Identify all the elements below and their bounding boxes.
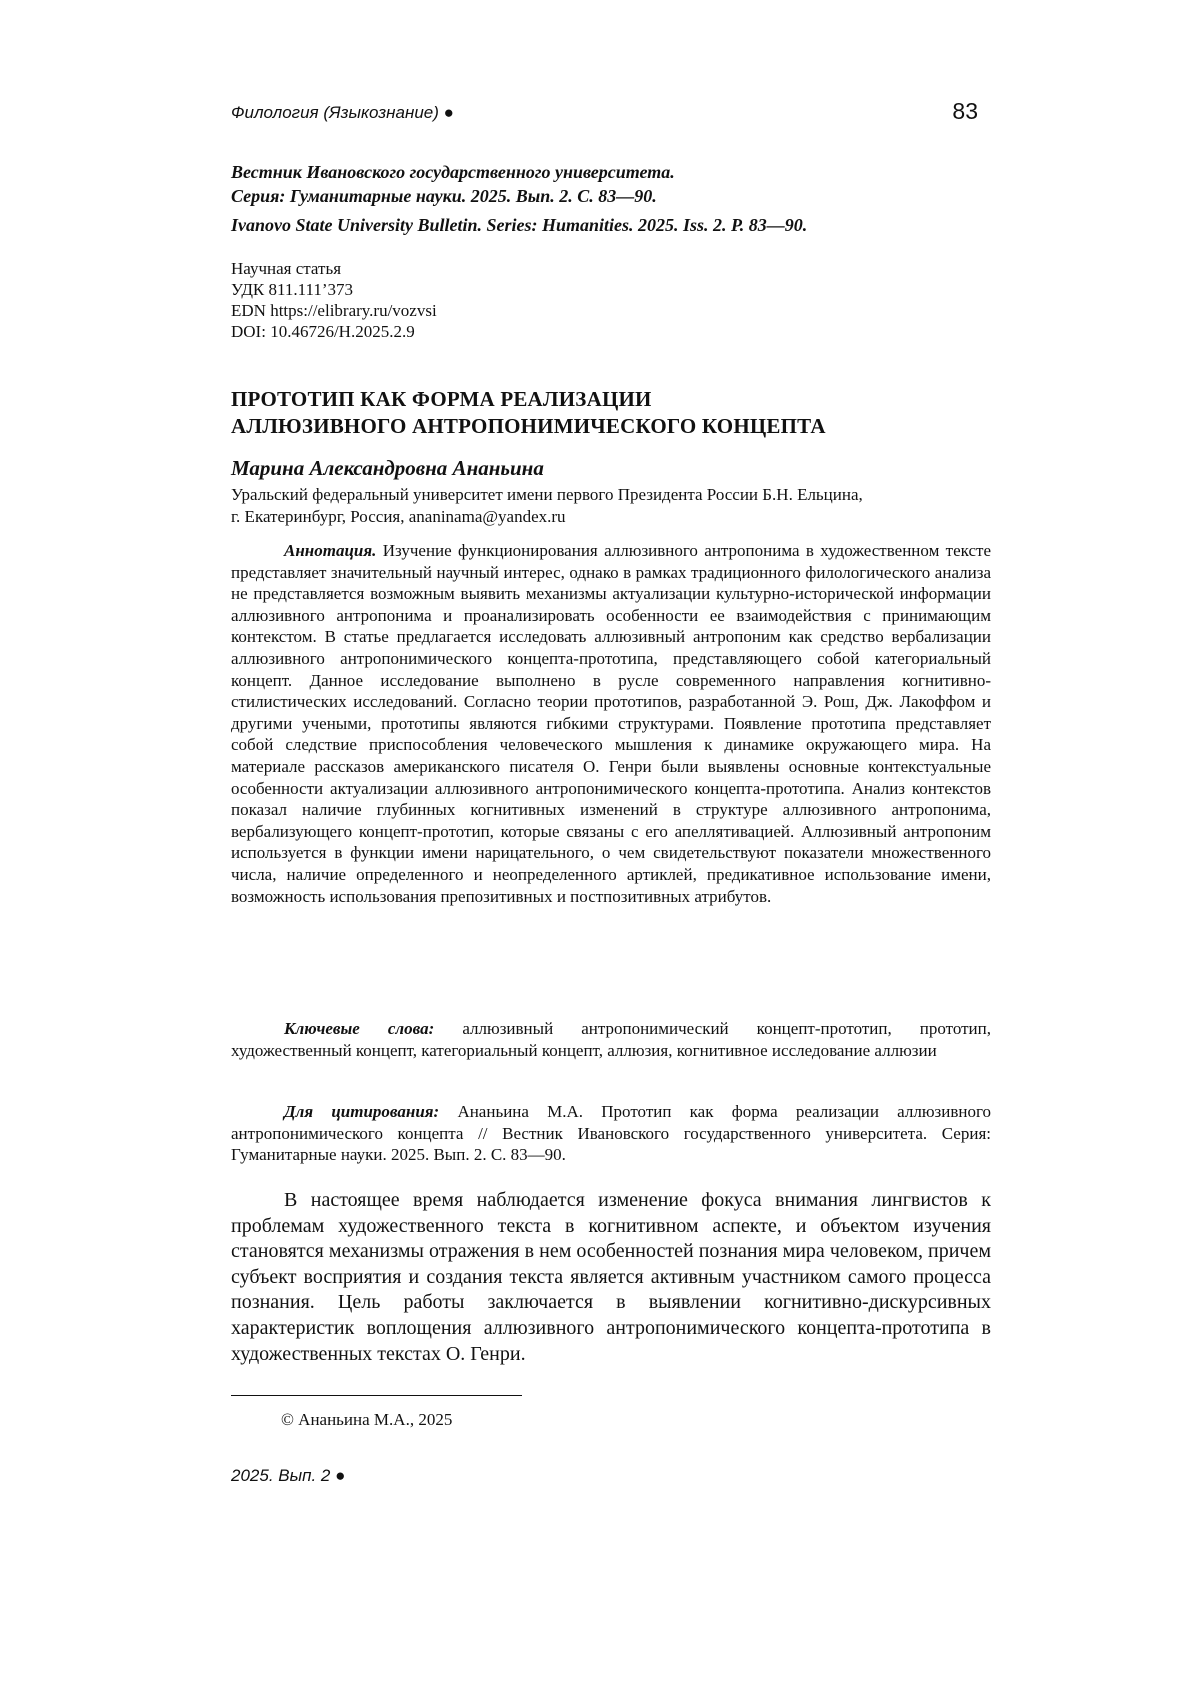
copyright-footnote: © Ананьина М.А., 2025 — [281, 1410, 452, 1430]
title-line-2: АЛЛЮЗИВНОГО АНТРОПОНИМИЧЕСКОГО КОНЦЕПТА — [231, 413, 991, 440]
author-affiliation — [231, 484, 991, 528]
abstract-label: Аннотация. — [284, 541, 376, 560]
bulletin-en-line: Ivanovo State University Bulletin. Series: Humanities. 2025. Iss. 2. P. 83—90. — [231, 213, 991, 237]
running-foot: 2025. Вып. 2 ● — [231, 1466, 345, 1486]
affiliation-line-2: г. Екатеринбург, Россия, ananinama@yandex.ru — [231, 506, 991, 528]
body-paragraph: В настоящее время наблюдается изменение фокуса внимания лингвистов к проблемам художественного текста в когнитивном аспекте, и объектом изучения становятся механизмы отражения в нем особенностей познания мира человеком, причем субъект восприятия и создания текста является активным участником самого процесса познания. Цель работы заключается в выявлении когнитивно-дискурсивных характеристик воплощения аллюзивного антропонимического концепта-прототипа в художественных текстах О. Генри. — [231, 1188, 991, 1367]
running-head: Филология (Языкознание) ● — [231, 103, 454, 123]
article-type: Научная статья — [231, 258, 437, 279]
abstract — [231, 540, 991, 907]
bulletin-ru-line-1: Вестник Ивановского государственного университета. — [231, 160, 991, 184]
page-number: 83 — [952, 98, 978, 125]
title-line-1: ПРОТОТИП КАК ФОРМА РЕАЛИЗАЦИИ — [231, 386, 991, 413]
body-text — [231, 1188, 991, 1367]
article-meta — [231, 258, 437, 342]
citation — [231, 1101, 991, 1166]
keywords-label: Ключевые слова: — [284, 1019, 434, 1038]
bulletin-reference — [231, 160, 991, 237]
edn-link[interactable]: EDN https://elibrary.ru/vozvsi — [231, 300, 437, 321]
keywords — [231, 1018, 991, 1061]
author-name: Марина Александровна Ананьина — [231, 456, 544, 481]
citation-text: Ананьина М.А. Прототип как форма реализации аллюзивного антропонимического концепта // Вестник Ивановского государственного университета. Серия: Гуманитарные науки. 2025. Вып. 2. С. 83—90. — [231, 1102, 991, 1164]
doi[interactable]: DOI: 10.46726/H.2025.2.9 — [231, 321, 437, 342]
footnote-divider — [231, 1395, 522, 1396]
udk-code: УДК 811.111’373 — [231, 279, 437, 300]
bulletin-ru-line-2: Серия: Гуманитарные науки. 2025. Вып. 2. С. 83—90. — [231, 184, 991, 208]
journal-page — [0, 0, 1200, 1697]
article-title — [231, 386, 991, 440]
affiliation-line-1: Уральский федеральный университет имени первого Президента России Б.Н. Ельцина, — [231, 484, 991, 506]
citation-label: Для цитирования: — [284, 1102, 439, 1121]
keywords-text: аллюзивный антропонимический концепт-прототип, прототип, художественный концепт, категориальный концепт, аллюзия, когнитивное исследование аллюзии — [231, 1019, 991, 1060]
abstract-text: Изучение функционирования аллюзивного антропонима в художественном тексте представляет значительный научный интерес, однако в рамках традиционного филологического анализа не представляется возможным выявить механизмы актуализации культурно-исторической информации аллюзивного антропонима и проанализировать особенности ее взаимодействия с принимающим контекстом. В статье предлагается исследовать аллюзивный антропоним как средство вербализации аллюзивного антропонимического концепта-прототипа, представляющего собой категориальный концепт. Данное исследование выполнено в русле современного направления когнитивно-стилистических исследований. Согласно теории прототипов, разработанной Э. Рош, Дж. Лакоффом и другими учеными, прототипы являются гибкими структурами. Появление прототипа представляет собой следствие приспособления человеческого мышления к динамике окружающего мира. На материале рассказов американского писателя О. Генри были выявлены основные контекстуальные особенности актуализации аллюзивного антропонимического концепта-прототипа. Анализ контекстов показал наличие глубинных когнитивных изменений в структуре аллюзивного антропонима, вербализующего концепт-прототип, которые связаны с его апеллятивацией. Аллюзивный антропоним используется в функции имени нарицательного, о чем свидетельствуют показатели множественного числа, наличие определенного и неопределенного артиклей, предикативное использование имени, возможность использования препозитивных и постпозитивных атрибутов. — [231, 541, 991, 906]
